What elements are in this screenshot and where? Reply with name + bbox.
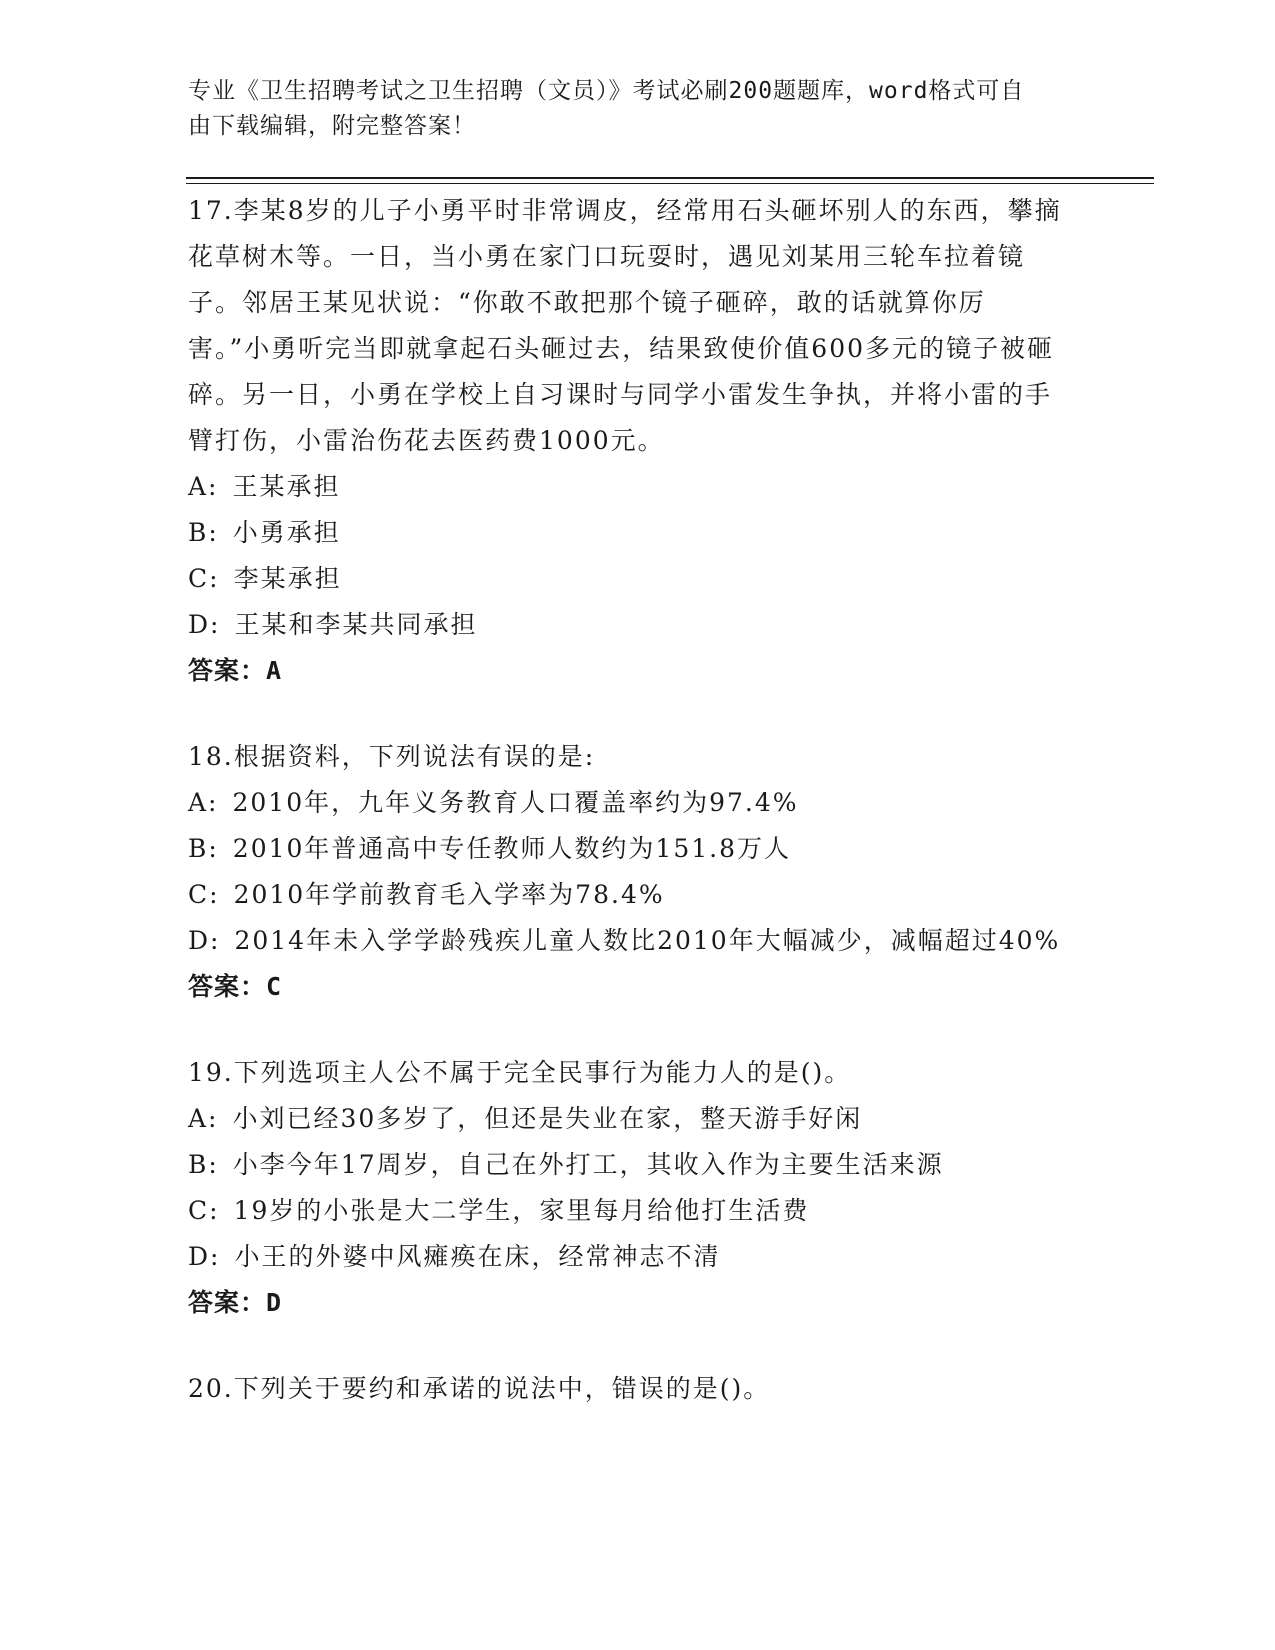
option-text: 2010年，九年义务教育人口覆盖率约为97.4% — [232, 788, 799, 817]
header-line-1: 专业《卫生招聘考试之卫生招聘（文员）》考试必刷200题题库，word格式可自 — [188, 78, 1025, 104]
document-header — [188, 74, 1068, 144]
option-key: A: — [188, 1104, 219, 1133]
question-stem: 18.根据资料，下列说法有误的是: — [188, 742, 596, 771]
option-text: 小勇承担 — [232, 518, 341, 547]
header-line-2: 由下载编辑，附完整答案！ — [188, 113, 476, 139]
option-d — [188, 1234, 1068, 1280]
option-d — [188, 918, 1068, 964]
answer-line: 答案：C — [188, 972, 283, 1001]
option-text: 2010年学前教育毛入学率为78.4% — [233, 880, 665, 909]
option-b — [188, 1142, 1068, 1188]
option-key: C: — [188, 880, 220, 909]
option-key: B: — [188, 834, 219, 863]
option-text: 小王的外婆中风瘫痪在床，经常神志不清 — [234, 1242, 721, 1271]
option-key: B: — [188, 1150, 219, 1179]
option-key: B: — [188, 518, 219, 547]
option-a — [188, 464, 1068, 510]
option-text: 小刘已经30多岁了，但还是失业在家，整天游手好闲 — [232, 1104, 863, 1133]
option-key: C: — [188, 564, 220, 593]
option-text: 小李今年17周岁，自己在外打工，其收入作为主要生活来源 — [232, 1150, 944, 1179]
option-key: A: — [188, 788, 219, 817]
answer-line: 答案：D — [188, 1288, 283, 1317]
question-20 — [188, 1366, 1068, 1412]
option-a — [188, 1096, 1068, 1142]
option-key: D: — [188, 926, 221, 955]
option-key: D: — [188, 1242, 221, 1271]
header-divider-thick — [186, 177, 1154, 179]
option-key: A: — [188, 472, 219, 501]
question-17 — [188, 188, 1068, 694]
option-c — [188, 1188, 1068, 1234]
option-key: D: — [188, 610, 221, 639]
question-list — [188, 188, 1068, 1452]
answer-line: 答案：A — [188, 656, 283, 685]
option-text: 王某和李某共同承担 — [234, 610, 478, 639]
option-key: C: — [188, 1196, 220, 1225]
option-text: 19岁的小张是大二学生，家里每月给他打生活费 — [233, 1196, 810, 1225]
option-d — [188, 602, 1068, 648]
option-b — [188, 510, 1068, 556]
question-stem: 19.下列选项主人公不属于完全民事行为能力人的是()。 — [188, 1058, 852, 1087]
option-c — [188, 556, 1068, 602]
option-text: 2014年未入学学龄残疾儿童人数比2010年大幅减少，减幅超过40% — [234, 926, 1061, 955]
option-b — [188, 826, 1068, 872]
option-c — [188, 872, 1068, 918]
option-a — [188, 780, 1068, 826]
question-19 — [188, 1050, 1068, 1326]
question-18 — [188, 734, 1068, 1010]
question-stem: 17.李某8岁的儿子小勇平时非常调皮，经常用石头砸坏别人的东西，攀摘花草树木等。一日，当小勇在家门口玩耍时，遇见刘某用三轮车拉着镜子。邻居王某见状说：“你敢不敢把那个镜子砸碎，敢的话就算你厉害。”小勇听完当即就拿起石头砸过去，结果致使价值600多元的镜子被砸碎。另一日，小勇在学校上自习课时与同学小雷发生争执，并将小雷的手臂打伤，小雷治伤花去医药费1000元。 — [188, 196, 1062, 455]
option-text: 李某承担 — [233, 564, 342, 593]
question-stem: 20.下列关于要约和承诺的说法中，错误的是()。 — [188, 1374, 771, 1403]
option-text: 王某承担 — [232, 472, 341, 501]
option-text: 2010年普通高中专任教师人数约为151.8万人 — [232, 834, 791, 863]
header-divider-thin — [186, 183, 1154, 184]
